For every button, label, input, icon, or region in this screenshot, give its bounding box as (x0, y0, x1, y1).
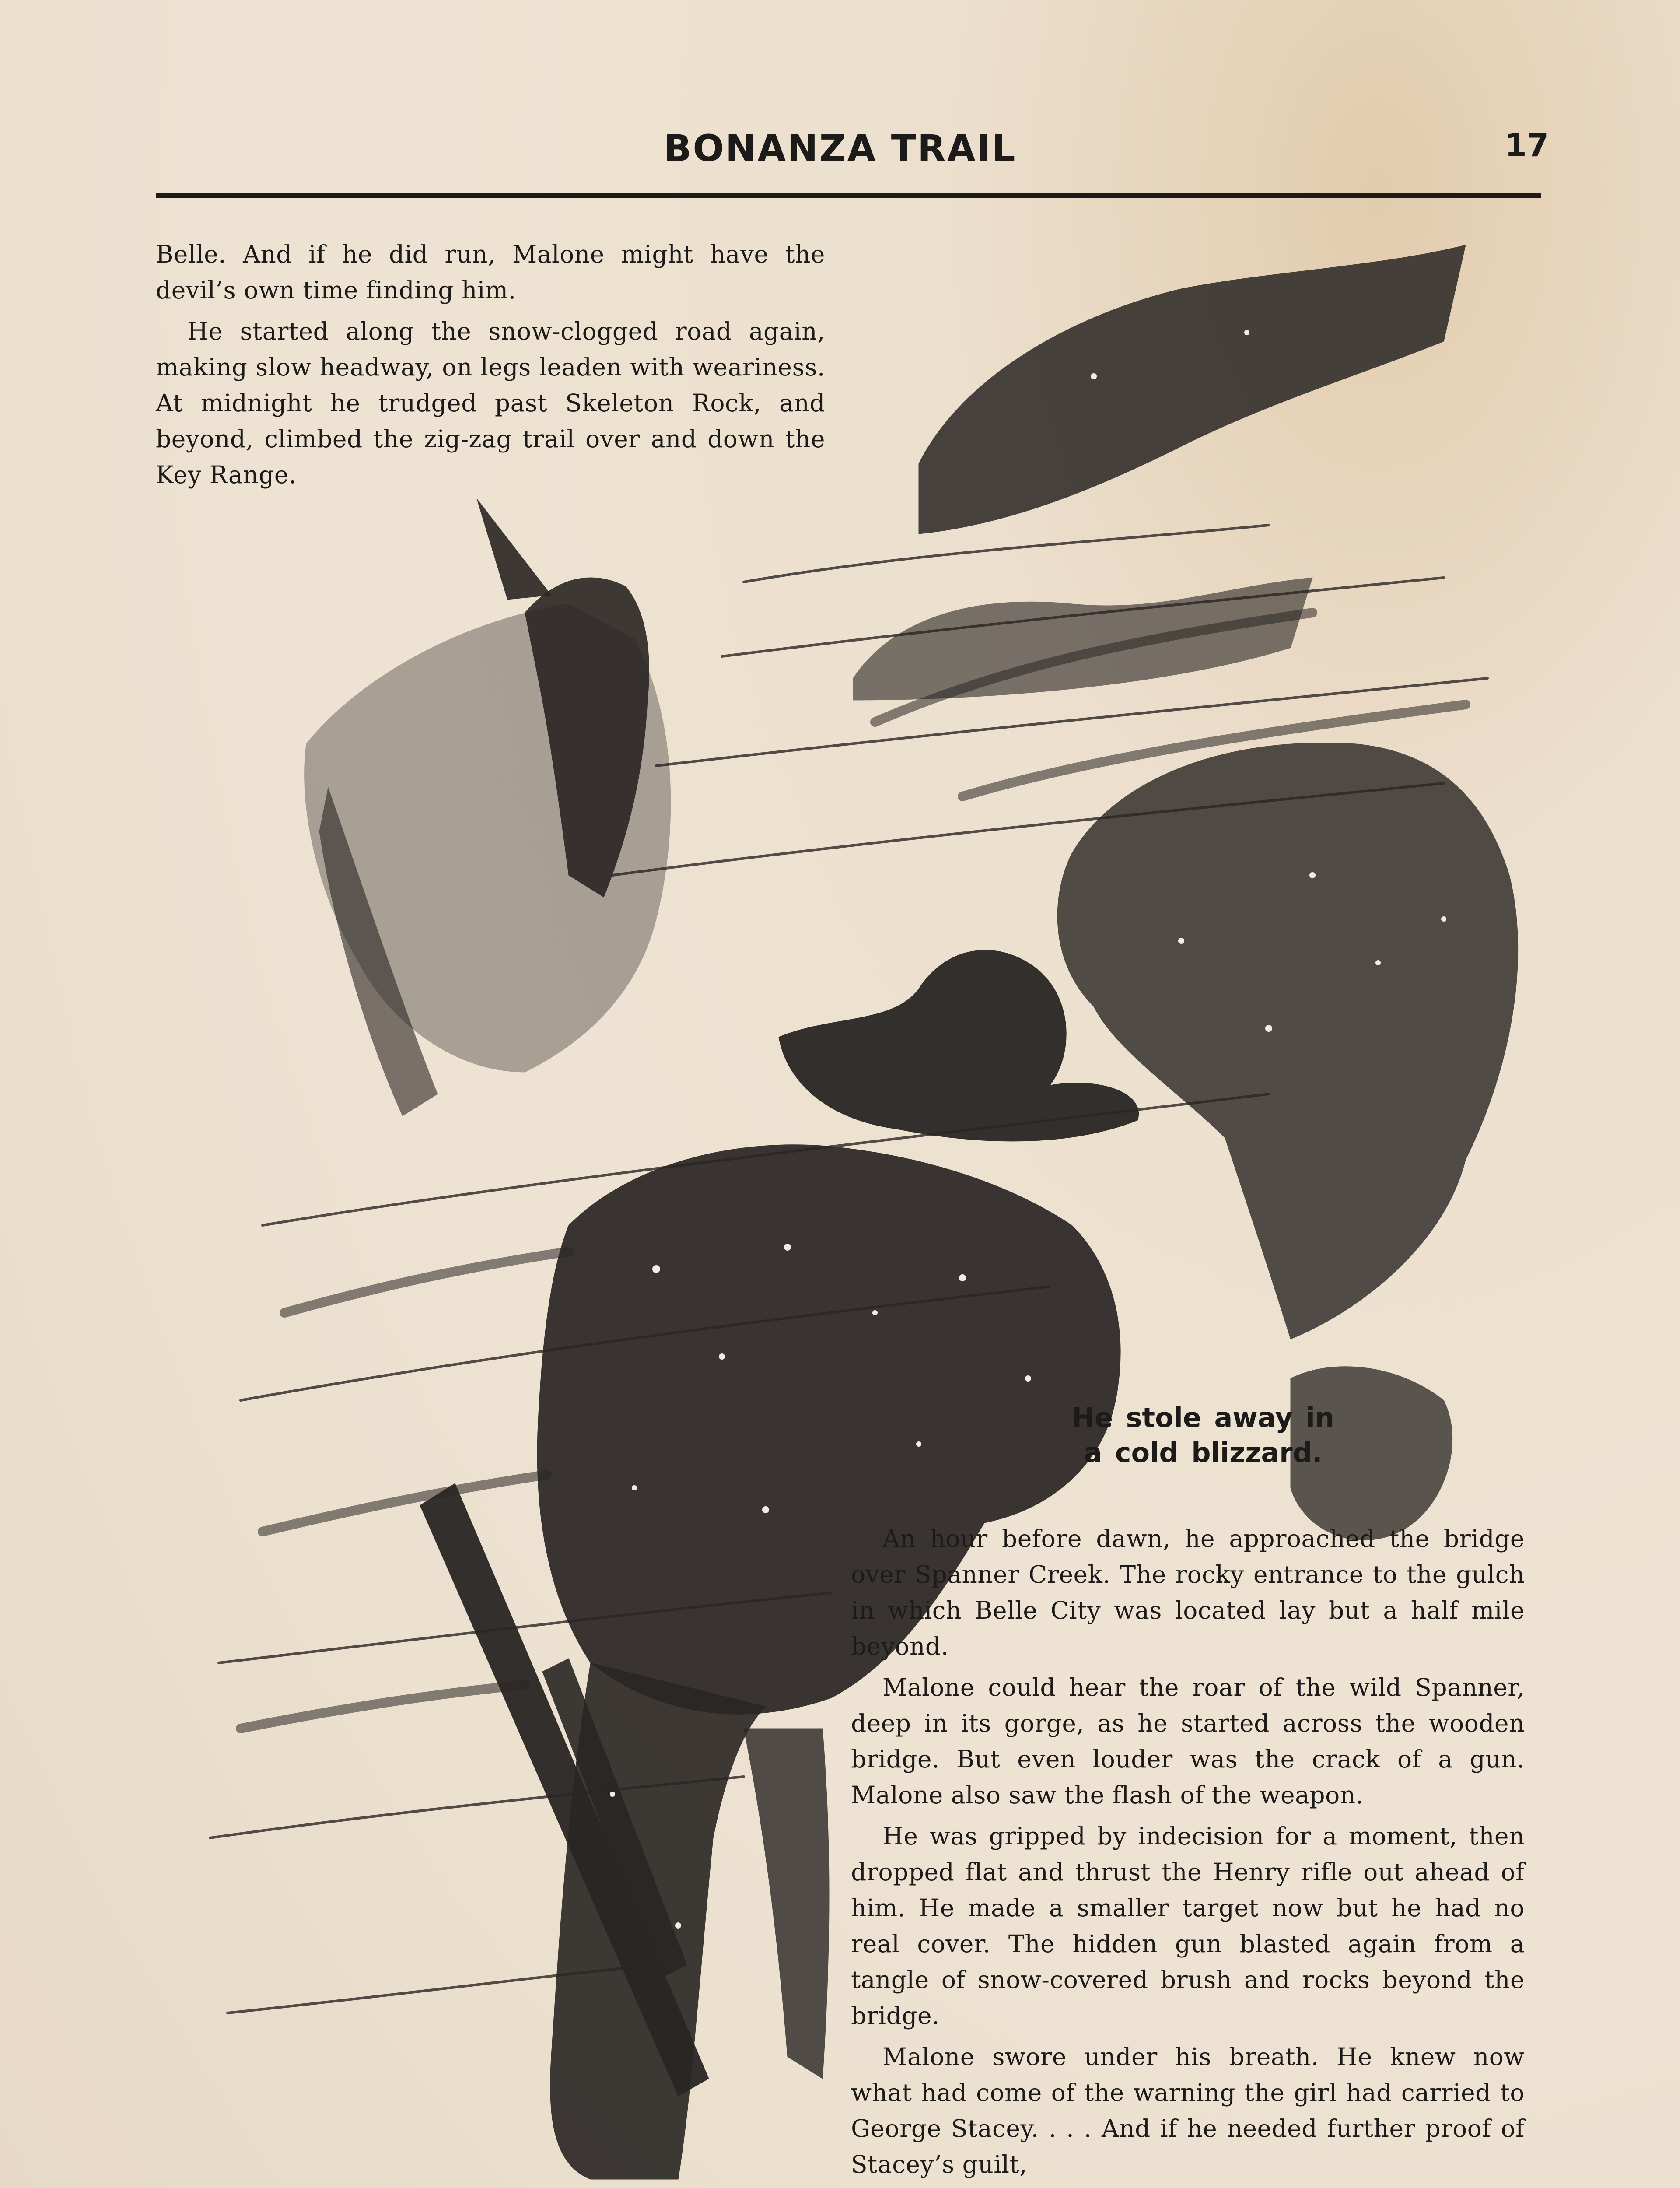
text-column-bottom-right (851, 1521, 1525, 2188)
header-rule (156, 193, 1541, 198)
paragraph: An hour before dawn, he approached the bridge over Spanner Creek. The rocky entrance to the gulch in which Belle City was located lay but a half mile beyond. (851, 1525, 1525, 1660)
running-head-title: BONANZA TRAIL (663, 127, 1017, 170)
caption-line: He stole away in (1072, 1402, 1334, 1434)
illustration-caption (1024, 1400, 1382, 1470)
paragraph: He was gripped by indecision for a moment, then dropped flat and thrust the Henry rifle out ahead of him. He made a smaller target now but he had no real cover. The hidden gun blasted again from a tangle of snow-covered brush and rocks beyond the bridge. (851, 1822, 1525, 2030)
caption-line: a cold blizzard. (1084, 1437, 1323, 1469)
paragraph: Malone could hear the roar of the wild Spanner, deep in its gorge, as he started across the wooden bridge. But even louder was the crack of a gun. Malone also saw the flash of the weapon. (851, 1673, 1525, 1809)
paragraph: He started along the snow-clogged road again, making slow headway, on legs leaden with weariness. At midnight he trudged past Skeleton Rock, and beyond, climbed the zig-zag trail over and down the Key Range. (156, 317, 825, 489)
paragraph: Malone swore under his breath. He knew now what had come of the warning the girl had carried to George Stacey. . . . And if he needed further proof of Stacey’s guilt, (851, 2043, 1525, 2178)
paragraph: Belle. And if he did run, Malone might have the devil’s own time finding him. (156, 240, 825, 304)
page-number: 17 (1505, 127, 1549, 164)
